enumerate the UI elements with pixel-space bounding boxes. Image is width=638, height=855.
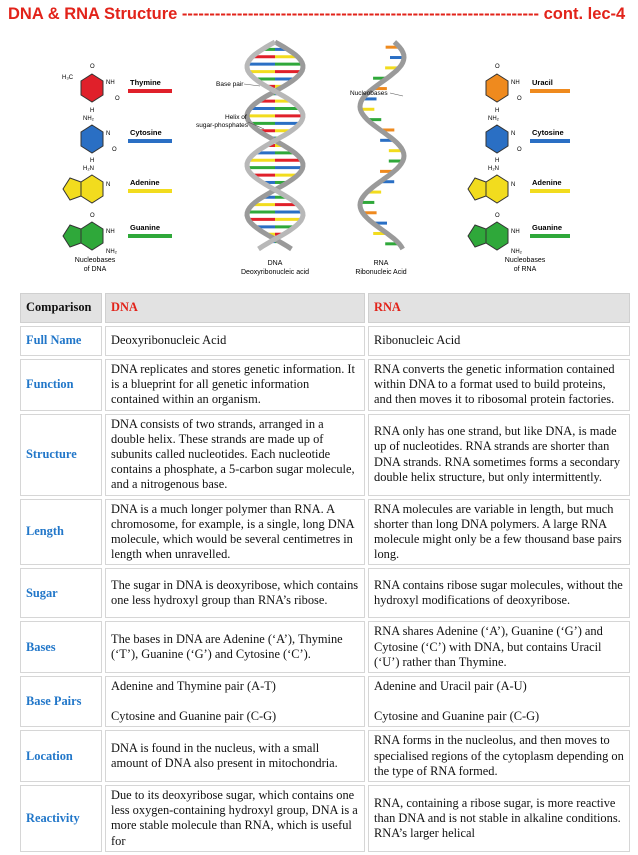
dna-helix bbox=[247, 42, 303, 249]
table-row bbox=[20, 568, 630, 618]
nucleobases-pointer bbox=[390, 93, 403, 96]
guanine-molecule bbox=[63, 213, 172, 255]
rna-guanine-o: O bbox=[495, 213, 500, 219]
helix-label-2: sugar-phosphates bbox=[196, 122, 249, 129]
guanine-o: O bbox=[90, 213, 95, 219]
uracil-o2: O bbox=[517, 96, 522, 102]
guanine-label: Guanine bbox=[130, 223, 161, 232]
dna-text: DNA is a much longer polymer than RNA. A chromosome, for example, is a single, long DNA molecule, which would be several centimetres in length when unravelled. bbox=[111, 501, 354, 562]
rna-cell bbox=[368, 326, 630, 356]
row-header: Bases bbox=[20, 621, 102, 673]
thymine-h: H bbox=[90, 108, 95, 114]
dna-cell bbox=[105, 785, 365, 852]
thymine-label: Thymine bbox=[130, 78, 161, 87]
dna-text: Due to its deoxyribose sugar, which contains one less oxygen-containing hydroxyl group, DNA is a more stable molecule than RNA, which is useful for bbox=[111, 788, 358, 848]
thymine-ring bbox=[81, 74, 103, 102]
rna-cell bbox=[368, 499, 630, 566]
dna-text: DNA consists of two strands, arranged in a double helix. These strands are made up of subunits called nucleotides. Each nucleotide contains a phosphate, a 5-carbon sugar molecule, and a nitrogenous base. bbox=[111, 416, 355, 492]
rna-guanine-ring5 bbox=[468, 225, 486, 247]
table-row bbox=[20, 785, 630, 852]
rna-cell bbox=[368, 621, 630, 673]
guanine-nh: NH bbox=[106, 229, 115, 235]
thymine-h3c: H₃C bbox=[62, 75, 74, 81]
rna-text: RNA forms in the nucleolus, and then moves to specialised regions of the cytoplasm depending on the type of RNA formed. bbox=[374, 733, 624, 778]
uracil-ring bbox=[486, 74, 508, 102]
dna-text: Cytosine and Guanine pair (C-G) bbox=[111, 709, 277, 724]
table-row bbox=[20, 621, 630, 673]
rna-text: RNA shares Adenine (‘A’), Guanine (‘G’) and Cytosine (‘C’) with DNA, but contains Uracil (‘U’) rather than Thymine. bbox=[374, 624, 603, 669]
rna-cytosine-bar bbox=[530, 139, 570, 143]
row-header: Function bbox=[20, 359, 102, 411]
comparison-table bbox=[17, 290, 633, 855]
table-row bbox=[20, 359, 630, 411]
rna-cytosine-nh2: NH₂ bbox=[488, 116, 499, 122]
rna-cell bbox=[368, 359, 630, 411]
dna-caption-2: Deoxyribonucleic acid bbox=[240, 269, 310, 276]
thymine-molecule bbox=[62, 64, 172, 114]
dna-cell bbox=[105, 568, 365, 618]
table-row bbox=[20, 414, 630, 496]
dna-text: Adenine and Thymine pair (A-T) bbox=[111, 679, 276, 694]
row-header: Sugar bbox=[20, 568, 102, 618]
cytosine-n: N bbox=[106, 131, 111, 137]
dna-text: DNA is found in the nucleus, with a small amount of DNA also present in mitochondria. bbox=[111, 741, 338, 771]
adenine-n: N bbox=[106, 182, 111, 188]
rna-cytosine-molecule bbox=[486, 116, 570, 164]
rna-backbone-strand bbox=[360, 42, 404, 249]
rna-adenine-n: N bbox=[511, 182, 516, 188]
left-caption-2: of DNA bbox=[83, 266, 107, 273]
rna-helix bbox=[360, 42, 404, 249]
adenine-h2n: H₂N bbox=[83, 166, 94, 172]
thymine-nh: NH bbox=[106, 80, 115, 86]
header-comparison: Comparison bbox=[20, 293, 102, 323]
table-row bbox=[20, 326, 630, 356]
rna-text: RNA contains ribose sugar molecules, without the hydroxyl modifications of deoxyribose. bbox=[374, 578, 623, 608]
table-row bbox=[20, 676, 630, 727]
rna-adenine-molecule bbox=[468, 166, 570, 203]
base-pair-pointer bbox=[244, 84, 260, 86]
dna-cell bbox=[105, 414, 365, 496]
guanine-bar bbox=[128, 234, 172, 238]
rna-cell bbox=[368, 785, 630, 852]
title-cont: cont. lec-4 bbox=[543, 5, 626, 23]
adenine-ring6 bbox=[81, 175, 103, 203]
rna-guanine-nh2: NH₂ bbox=[511, 249, 522, 255]
table-row bbox=[20, 730, 630, 782]
rna-caption-2: Ribonucleic Acid bbox=[355, 269, 407, 276]
base-pair-label: Base pair bbox=[216, 81, 244, 88]
adenine-bar bbox=[128, 189, 172, 193]
uracil-h: H bbox=[495, 108, 500, 114]
dna-cell bbox=[105, 676, 365, 727]
rna-cell bbox=[368, 568, 630, 618]
nucleobases-label: Nucleobases bbox=[350, 90, 388, 97]
page-title bbox=[8, 5, 630, 29]
row-header: Base Pairs bbox=[20, 676, 102, 727]
cytosine-nh2: NH₂ bbox=[83, 116, 94, 122]
row-header: Location bbox=[20, 730, 102, 782]
title-text: DNA & RNA Structure bbox=[8, 5, 178, 23]
rna-text: Adenine and Uracil pair (A-U) bbox=[374, 679, 527, 694]
uracil-o1: O bbox=[495, 64, 500, 70]
paragraph-gap bbox=[111, 694, 359, 709]
thymine-bar bbox=[128, 89, 172, 93]
rna-cytosine-label: Cytosine bbox=[532, 128, 564, 137]
thymine-o1: O bbox=[90, 64, 95, 70]
adenine-label: Adenine bbox=[130, 178, 160, 187]
rna-text: RNA converts the genetic information contained within DNA to a format used to build proteins, and then moves it to ribosomal protein factories. bbox=[374, 362, 615, 407]
uracil-molecule bbox=[486, 64, 570, 114]
rna-adenine-bar bbox=[530, 189, 570, 193]
dna-cell bbox=[105, 730, 365, 782]
cytosine-o: O bbox=[112, 147, 117, 153]
rna-guanine-molecule bbox=[468, 213, 570, 255]
rna-caption-1: RNA bbox=[373, 260, 389, 267]
rna-cytosine-h: H bbox=[495, 158, 500, 164]
rna-text: Cytosine and Guanine pair (C-G) bbox=[374, 709, 540, 724]
dna-rna-figure bbox=[20, 34, 620, 284]
rna-guanine-nh: NH bbox=[511, 229, 520, 235]
row-header: Length bbox=[20, 499, 102, 566]
rna-adenine-h2n: H₂N bbox=[488, 166, 499, 172]
dna-text: The bases in DNA are Adenine (‘A’), Thymine (‘T’), Guanine (‘G’) and Cytosine (‘C’). bbox=[111, 632, 343, 662]
paragraph-gap bbox=[374, 694, 624, 709]
row-header: Reactivity bbox=[20, 785, 102, 852]
dna-cell bbox=[105, 326, 365, 356]
dna-cell bbox=[105, 621, 365, 673]
guanine-nh2: NH₂ bbox=[106, 249, 117, 255]
dna-cell bbox=[105, 499, 365, 566]
cytosine-h: H bbox=[90, 158, 95, 164]
dna-text: Deoxyribonucleic Acid bbox=[111, 333, 227, 348]
header-rna: RNA bbox=[368, 293, 630, 323]
cytosine-label: Cytosine bbox=[130, 128, 162, 137]
guanine-ring5 bbox=[63, 225, 81, 247]
rna-adenine-label: Adenine bbox=[532, 178, 562, 187]
right-caption-2: of RNA bbox=[513, 266, 537, 273]
header-dna: DNA bbox=[105, 293, 365, 323]
adenine-molecule bbox=[63, 166, 172, 203]
dna-caption-1: DNA bbox=[267, 260, 283, 267]
rna-cell bbox=[368, 730, 630, 782]
rna-adenine-ring6 bbox=[486, 175, 508, 203]
thymine-o2: O bbox=[115, 96, 120, 102]
rna-cell bbox=[368, 676, 630, 727]
uracil-nh: NH bbox=[511, 80, 520, 86]
rna-cytosine-ring bbox=[486, 125, 508, 153]
right-caption-1: Nucleobases bbox=[504, 257, 546, 264]
guanine-ring6 bbox=[81, 222, 103, 250]
uracil-bar bbox=[530, 89, 570, 93]
adenine-ring5 bbox=[63, 178, 81, 200]
dna-text: DNA replicates and stores genetic information. It is a blueprint for all genetic information contained within an organism. bbox=[111, 362, 355, 407]
dna-cell bbox=[105, 359, 365, 411]
row-header: Full Name bbox=[20, 326, 102, 356]
rna-text: RNA only has one strand, but like DNA, is made up of nucleotides. RNA strands are shorter than DNA strands. RNA sometimes forms a secondary double helix structure, but only intermittently. bbox=[374, 424, 621, 484]
uracil-label: Uracil bbox=[532, 78, 553, 87]
rna-text: Ribonucleic Acid bbox=[374, 333, 461, 348]
cytosine-ring bbox=[81, 125, 103, 153]
cytosine-molecule bbox=[81, 116, 172, 164]
rna-text: RNA molecules are variable in length, but much shorter than long DNA polymers. A large RNA molecule might only be a few thousand base pairs long. bbox=[374, 501, 622, 562]
rna-guanine-label: Guanine bbox=[532, 223, 563, 232]
rna-cytosine-o: O bbox=[517, 147, 522, 153]
left-caption-1: Nucleobases bbox=[74, 257, 116, 264]
cytosine-bar bbox=[128, 139, 172, 143]
table-row bbox=[20, 499, 630, 566]
rna-adenine-ring5 bbox=[468, 178, 486, 200]
helix-label-1: Helix of bbox=[225, 114, 247, 121]
dna-text: The sugar in DNA is deoxyribose, which contains one less hydroxyl group than RNA’s ribose. bbox=[111, 578, 359, 608]
rna-cytosine-n: N bbox=[511, 131, 516, 137]
rna-cell bbox=[368, 414, 630, 496]
rna-guanine-bar bbox=[530, 234, 570, 238]
table-header-row bbox=[20, 293, 630, 323]
row-header: Structure bbox=[20, 414, 102, 496]
title-dashes: ----------------------------------------------------------------- bbox=[177, 5, 544, 23]
rna-text: RNA, containing a ribose sugar, is more reactive than DNA and is not stable in alkaline conditions. RNA’s larger helical bbox=[374, 795, 621, 841]
rna-guanine-ring6 bbox=[486, 222, 508, 250]
figure-svg bbox=[20, 34, 620, 284]
